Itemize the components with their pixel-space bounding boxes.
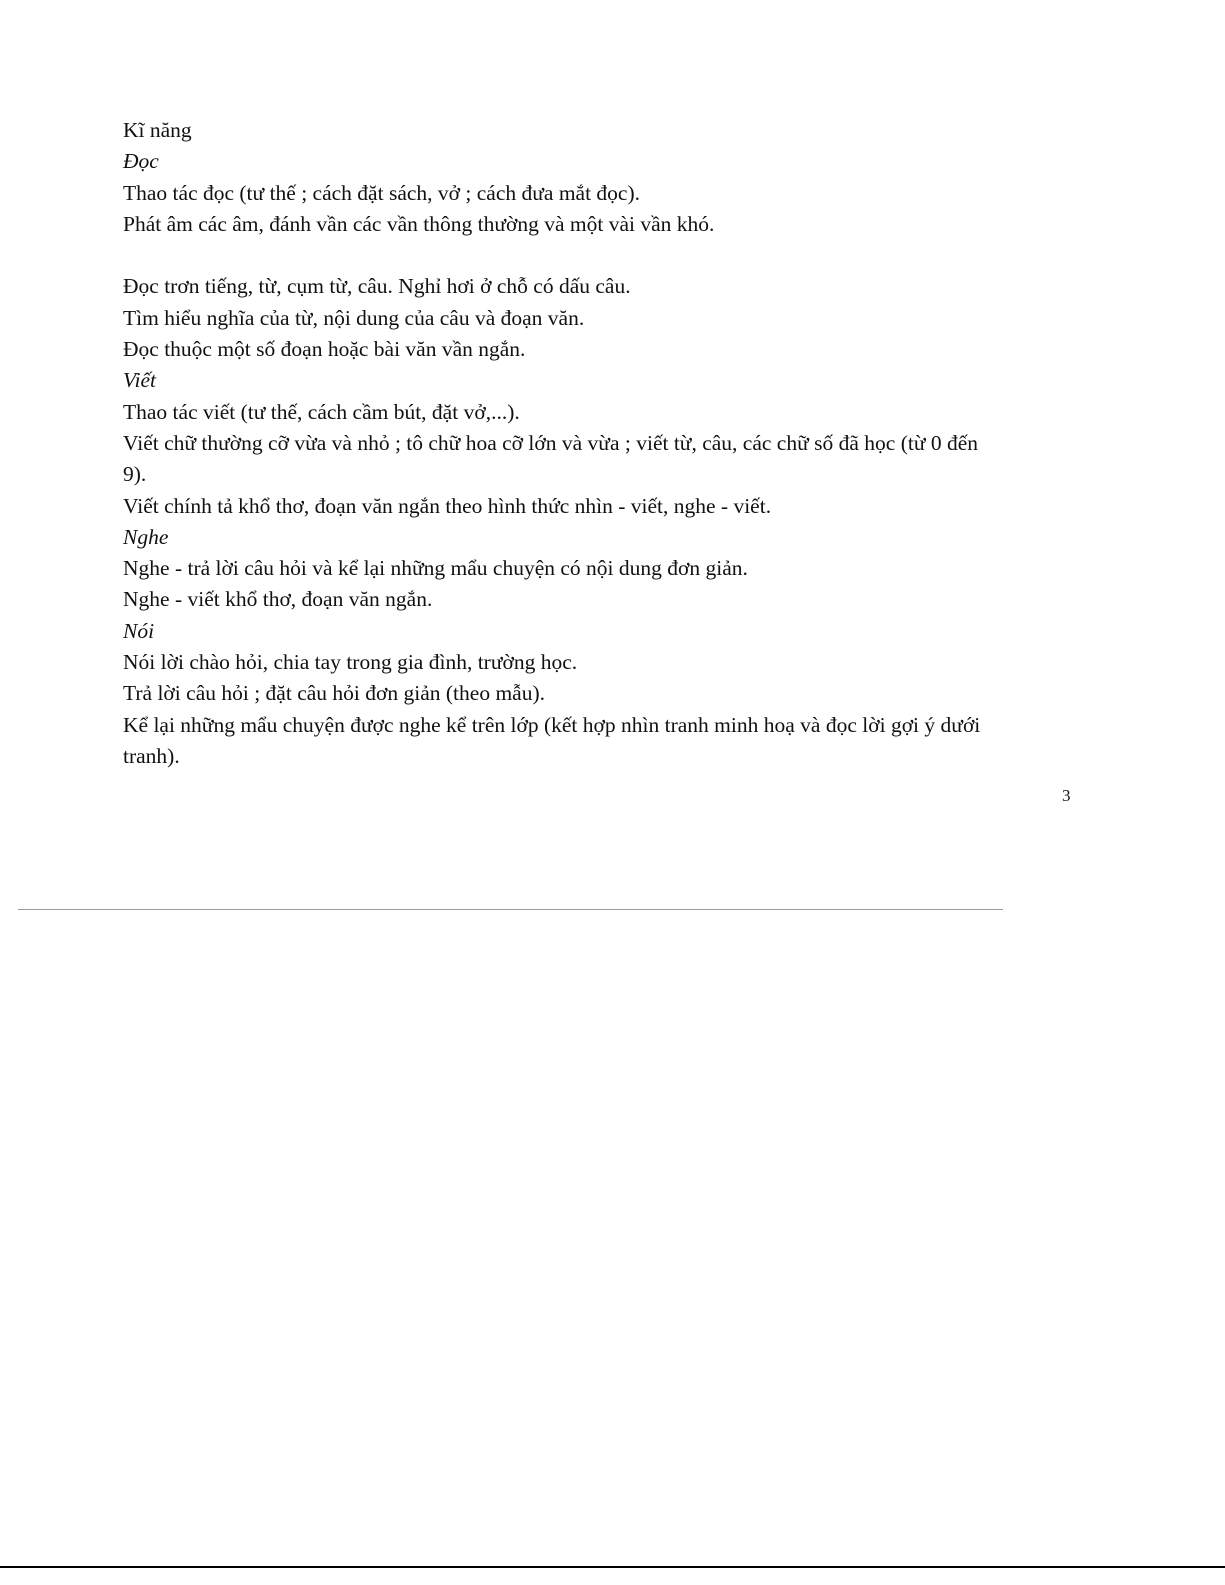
noi-line: Nói lời chào hỏi, chia tay trong gia đình, trường học.	[123, 650, 578, 675]
viet-line: Viết chữ thường cỡ vừa và nhỏ ; tô chữ hoa cỡ lớn và vừa ; viết từ, câu, các chữ số đã học (từ 0 đến	[123, 430, 979, 455]
doc-line: Phát âm các âm, đánh vần các vần thông thường và một vài vần khó.	[123, 211, 715, 236]
viet-line: Thao tác viết (tư thế, cách cầm bút, đặt vở,...).	[123, 399, 520, 424]
viet-line: Viết chính tả khổ thơ, đoạn văn ngắn theo hình thức nhìn - viết, nghe - viết.	[123, 493, 772, 518]
blank-line	[123, 240, 1083, 271]
noi-line: Kể lại những mẩu chuyện được nghe kể trên lớp (kết hợp nhìn tranh minh hoạ và đọc lời gợi ý dưới	[123, 712, 981, 737]
nghe-line: Nghe - viết khổ thơ, đoạn văn ngắn.	[123, 587, 433, 612]
subheading-nghe: Nghe	[123, 524, 169, 549]
document-body	[123, 115, 1083, 772]
nghe-line: Nghe - trả lời câu hỏi và kể lại những mẩu chuyện có nội dung đơn giản.	[123, 556, 748, 581]
viet-line: 9).	[123, 462, 147, 487]
noi-line: tranh).	[123, 743, 180, 768]
doc-line: Đọc trơn tiếng, từ, cụm từ, câu. Nghỉ hơi ở chỗ có dấu câu.	[123, 274, 631, 299]
section-heading: Kĩ năng	[123, 118, 192, 142]
doc-line: Đọc thuộc một số đoạn hoặc bài văn vần ngắn.	[123, 337, 526, 362]
subheading-viet: Viết	[123, 368, 157, 393]
bottom-edge-line	[0, 1566, 1225, 1568]
page-number: 3	[1062, 786, 1071, 805]
subheading-noi: Nói	[123, 618, 155, 643]
doc-line: Thao tác đọc (tư thế ; cách đặt sách, vở ; cách đưa mắt đọc).	[123, 180, 641, 205]
page-divider	[18, 909, 1003, 910]
subheading-doc: Đọc	[123, 149, 159, 174]
noi-line: Trả lời câu hỏi ; đặt câu hỏi đơn giản (theo mẫu).	[123, 681, 545, 706]
doc-line: Tìm hiểu nghĩa của từ, nội dung của câu và đoạn văn.	[123, 305, 585, 330]
